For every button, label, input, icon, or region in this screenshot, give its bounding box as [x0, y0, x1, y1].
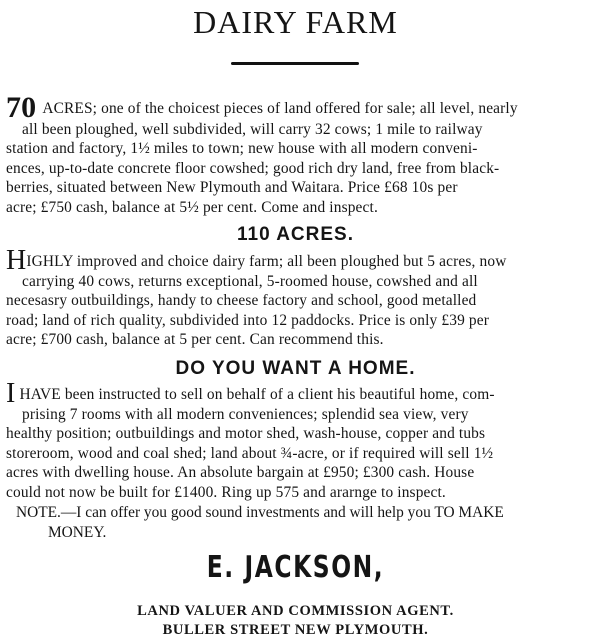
listing-line: station and factory, 1½ miles to town; new house with all modern conveni-: [6, 140, 478, 158]
lead-number: 70: [6, 91, 37, 124]
listing-line: necesasry outbuildings, handy to cheese factory and school, good metalled: [6, 292, 477, 310]
listing-line: HAVE been instructed to sell on behalf of a client his beautiful home, com-: [19, 386, 495, 403]
listing-line: healthy position; outbuildings and motor shed, wash-house, copper and tubs: [6, 425, 486, 443]
listing-line: ACRES; one of the choicest pieces of land offered for sale; all level, nearly: [42, 100, 518, 117]
listing-line: IGHLY improved and choice dairy farm; all been ploughed but 5 acres, now: [26, 253, 507, 270]
agent-name: E. JACKSON,: [206, 550, 385, 585]
listing-70-acres: [6, 91, 586, 217]
listing-line: acres with dwelling house. An absolute bargain at £950; £300 cash. House: [6, 464, 475, 482]
page-title: DAIRY FARM: [193, 4, 398, 40]
title-underline: [231, 62, 359, 65]
listing-home: [6, 378, 586, 502]
drop-cap: I: [6, 378, 16, 409]
listing-line: could not now be built for £1400. Ring up 575 and ararnge to inspect.: [6, 483, 446, 501]
note-line: MONEY.: [48, 524, 107, 541]
agent-address: BULLER STREET NEW PLYMOUTH.: [162, 622, 429, 638]
listing-110-acres: [6, 245, 586, 350]
listing-line: storeroom, wood and coal shed; land about ¾-acre, or if required will sell 1½: [6, 444, 494, 462]
listing-line: acre; £750 cash, balance at 5½ per cent. Come and inspect.: [6, 198, 378, 216]
note-block: [8, 503, 586, 543]
listing-line: prising 7 rooms with all modern conveniences; splendid sea view, very: [22, 406, 469, 423]
listing-line: carrying 40 cows, returns exceptional, 5-roomed house, cowshed and all: [22, 273, 478, 290]
listing-line: road; land of rich quality, subdivided into 12 paddocks. Price is only £39 per: [6, 311, 490, 329]
listing-line: all been ploughed, well subdivided, will carry 32 cows; 1 mile to railway: [22, 121, 483, 138]
note-line: NOTE.—I can offer you good sound investments and will help you TO MAKE: [16, 504, 504, 521]
home-heading: DO YOU WANT A HOME.: [175, 358, 416, 379]
drop-cap: H: [6, 245, 27, 276]
listing-110-heading: 110 ACRES.: [236, 224, 354, 245]
listing-line: berries, situated between New Plymouth and Waitara. Price £68 10s per: [6, 179, 458, 197]
agent-role: LAND VALUER AND COMMISSION AGENT.: [137, 603, 454, 619]
listing-line: ences, up-to-date concrete floor cowshed; good rich dry land, free from black-: [6, 159, 500, 177]
listing-line: acre; £700 cash, balance at 5 per cent. Can recommend this.: [6, 331, 384, 349]
